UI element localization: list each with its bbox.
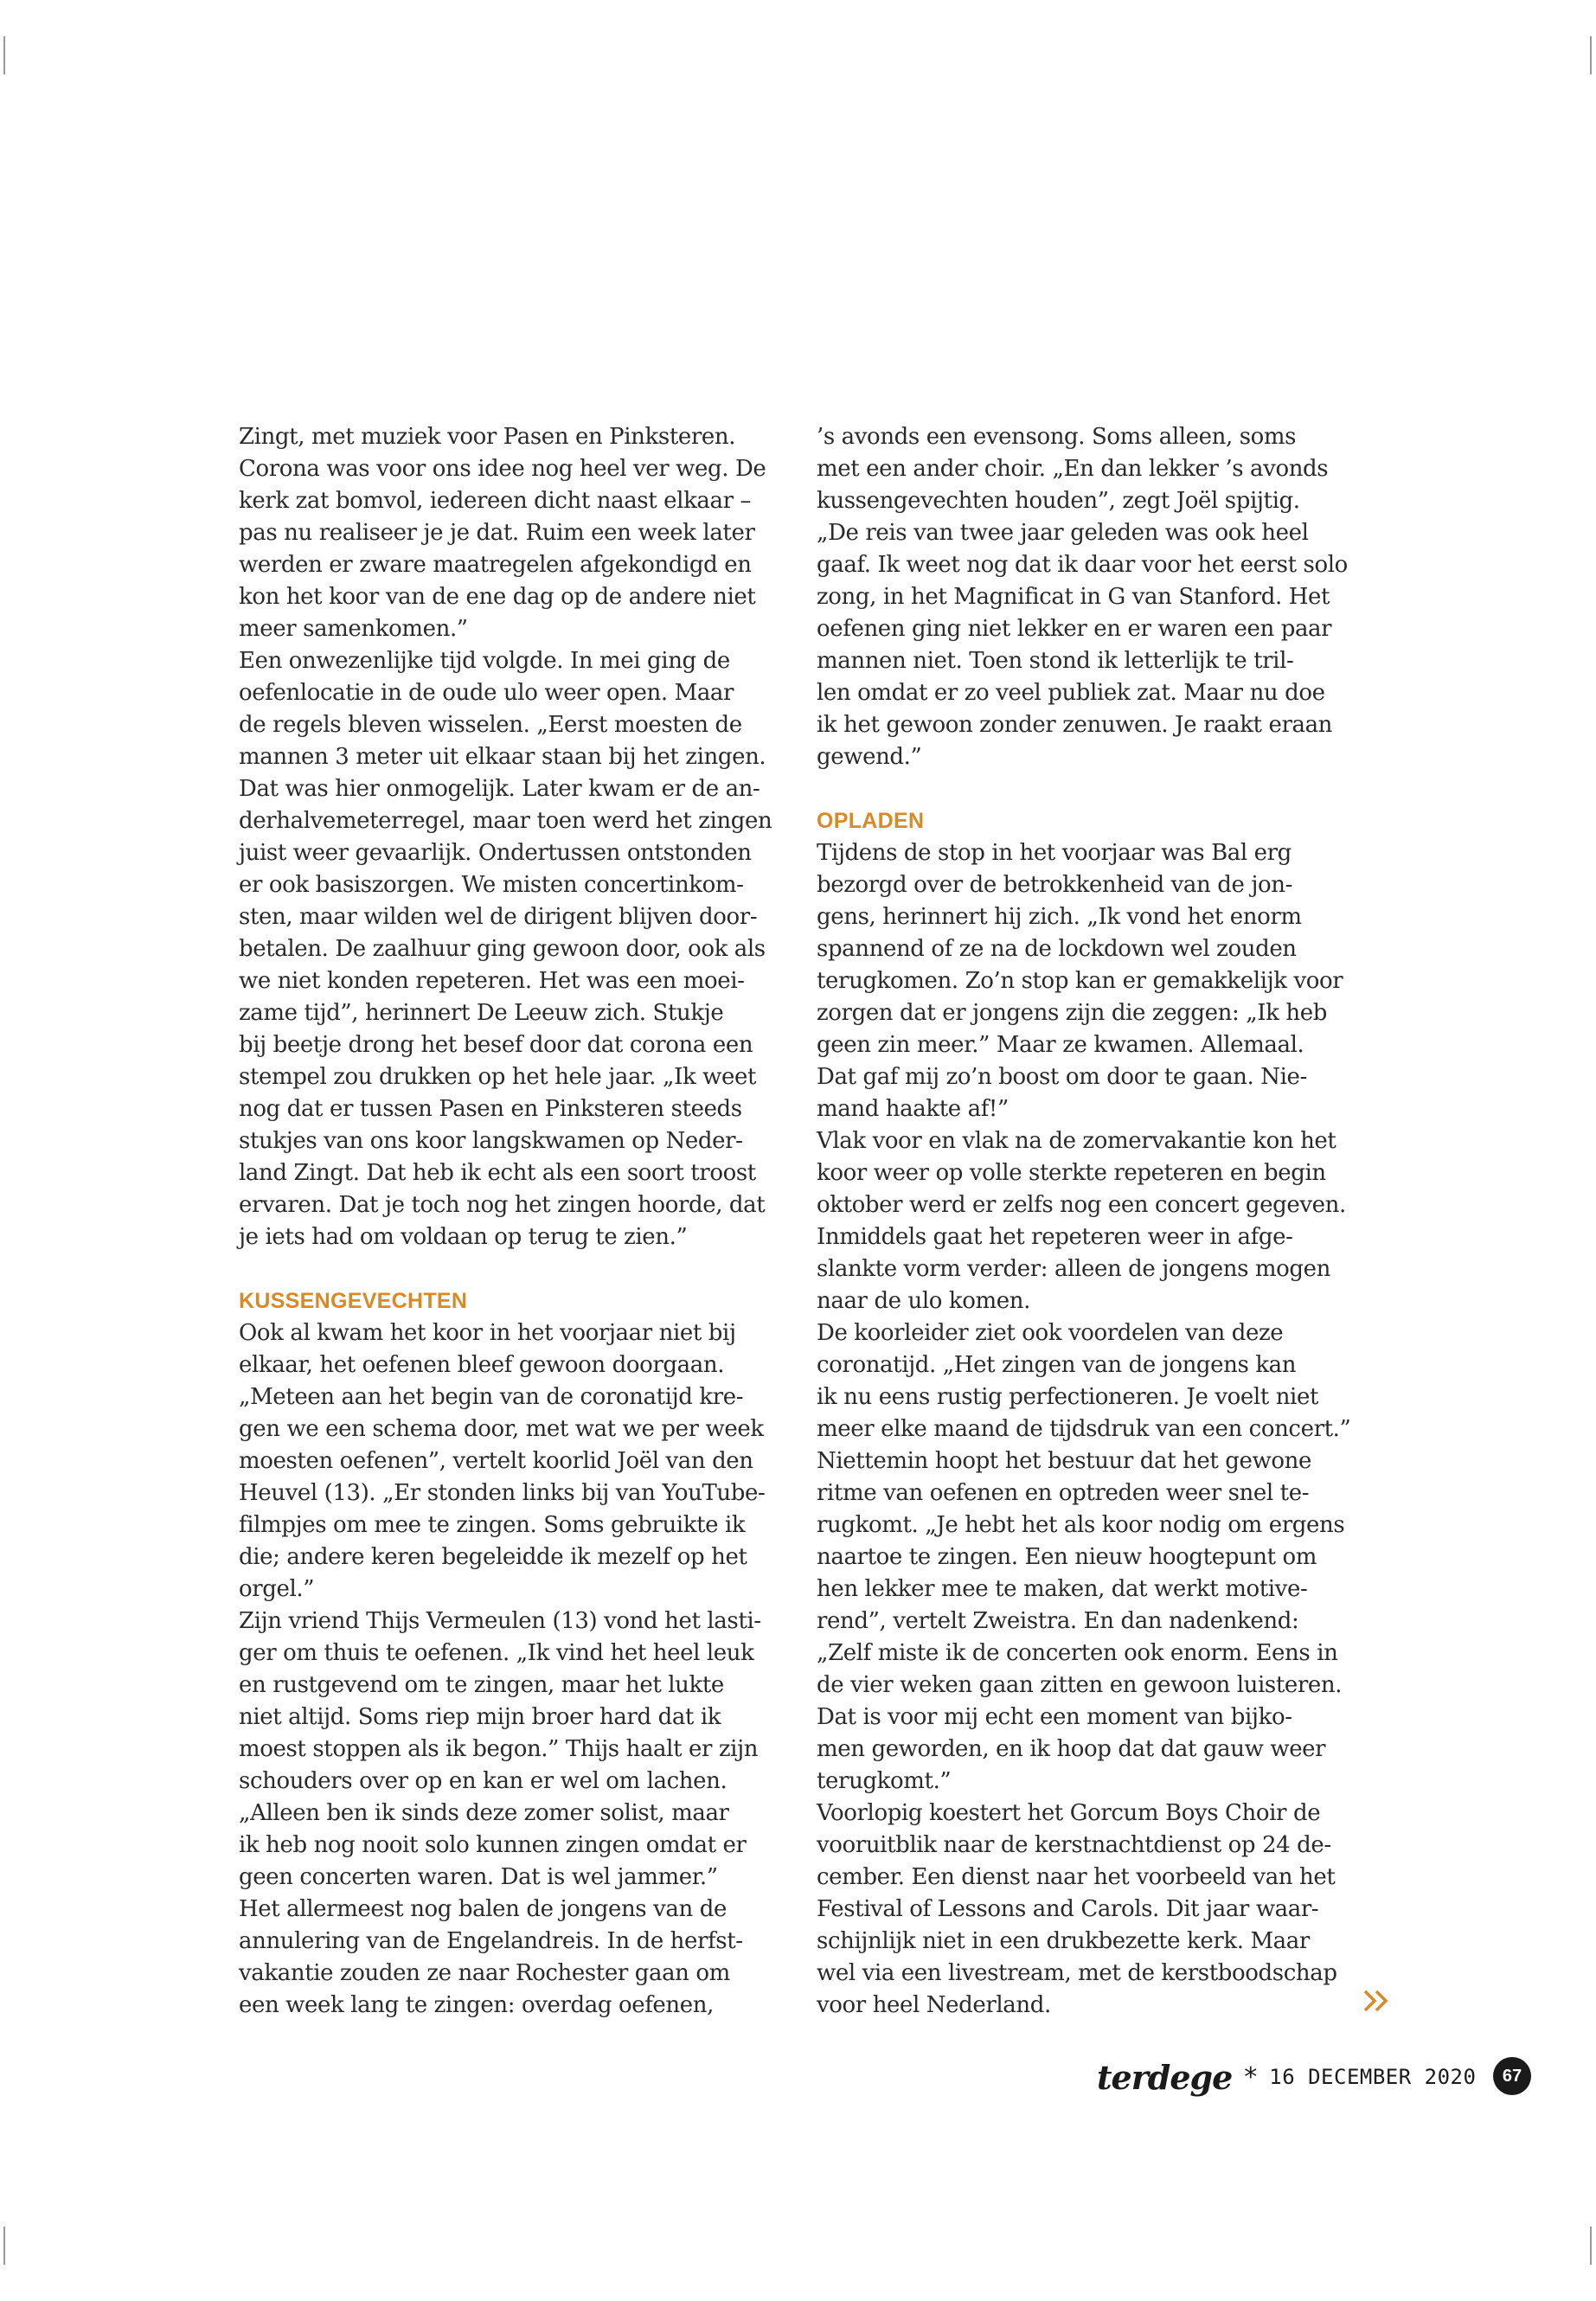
text-line: coronatijd. „Het zingen van de jongens kan [817, 1352, 1297, 1378]
text-line: Niettemin hoopt het bestuur dat het gewone [817, 1448, 1311, 1474]
text-line: orgel.” [239, 1576, 315, 1602]
text-line: Dat was hier onmogelijk. Later kwam er de an- [239, 776, 760, 802]
text-line: stukjes van ons koor langskwamen op Neder- [239, 1128, 743, 1154]
text-line: zorgen dat er jongens zijn die zeggen: „Ik heb [817, 1000, 1327, 1026]
text-line: betalen. De zaalhuur ging gewoon door, ook als [239, 936, 766, 962]
section-spacer [817, 773, 1370, 805]
text-line: kon het koor van de ene dag op de andere niet [239, 584, 756, 610]
section-heading-kussengevechten: KUSSENGEVECHTEN [239, 1289, 468, 1313]
paragraph [239, 1606, 792, 1894]
text-line: Heuvel (13). „Er stonden links bij van YouTube- [239, 1480, 766, 1506]
page-footer [1097, 2054, 1476, 2100]
text-line: wel via een livestream, met de kerstboodschap [817, 1960, 1337, 1986]
text-line: Een onwezenlijke tijd volgde. In mei ging de [239, 648, 730, 674]
text-line: werden er zware maatregelen afgekondigd en [239, 552, 752, 578]
text-line: annulering van de Engelandreis. In de herfst- [239, 1928, 743, 1954]
text-line: Vlak voor en vlak na de zomervakantie kon het [817, 1128, 1336, 1154]
crop-mark-top-right [1590, 36, 1592, 74]
text-line: gewend.” [817, 744, 922, 770]
text-line: Inmiddels gaat het repeteren weer in afge- [817, 1224, 1293, 1250]
paragraph [239, 1894, 792, 2022]
text-line: De koorleider ziet ook voordelen van deze [817, 1320, 1284, 1346]
text-line: Voorlopig koestert het Gorcum Boys Choir de [817, 1800, 1321, 1826]
text-line: cember. Een dienst naar het voorbeeld van het [817, 1864, 1336, 1890]
section-spacer [239, 1253, 792, 1285]
left-article-column [239, 421, 792, 2022]
text-line: de regels bleven wisselen. „Eerst moesten de [239, 712, 742, 738]
text-line: „De reis van twee jaar geleden was ook heel [817, 520, 1309, 546]
magazine-logo: terdege [1097, 2057, 1233, 2097]
text-line: len omdat er zo veel publiek zat. Maar nu doe [817, 680, 1325, 706]
text-line: met een ander choir. „En dan lekker ’s avonds [817, 456, 1329, 482]
paragraph [817, 1125, 1370, 1317]
text-line: moest stoppen als ik begon.” Thijs haalt er zijn [239, 1736, 759, 1762]
page-number: 67 [1493, 2057, 1531, 2095]
text-line: „Meteen aan het begin van de coronatijd kre- [239, 1384, 744, 1410]
text-line: meer elke maand de tijdsdruk van een concert.” [817, 1416, 1351, 1442]
text-line: gens, herinnert hij zich. „Ik vond het enorm [817, 904, 1302, 930]
paragraph [239, 1317, 792, 1606]
text-line: geen concerten waren. Dat is wel jammer.” [239, 1864, 718, 1890]
text-line: zame tijd”, herinnert De Leeuw zich. Stukje [239, 1000, 724, 1026]
text-line: elkaar, het oefenen bleef gewoon doorgaan. [239, 1352, 725, 1378]
text-line: gen we een schema door, met wat we per week [239, 1416, 764, 1442]
text-line: „Alleen ben ik sinds deze zomer solist, maar [239, 1800, 729, 1826]
text-line: bezorgd over de betrokkenheid van de jon- [817, 872, 1292, 898]
right-article-column [817, 421, 1370, 2022]
text-line: een week lang te zingen: overdag oefenen, [239, 1992, 714, 2018]
text-line: ’s avonds een evensong. Soms alleen, soms [817, 424, 1297, 450]
issue-date: 16 DECEMBER 2020 [1269, 2065, 1477, 2089]
section-heading-opladen: OPLADEN [817, 809, 925, 833]
text-line: mannen niet. Toen stond ik letterlijk te tril- [817, 648, 1294, 674]
text-line: spannend of ze na de lockdown wel zouden [817, 936, 1297, 962]
text-line: koor weer op volle sterkte repeteren en begin [817, 1160, 1326, 1186]
text-line: Dat is voor mij echt een moment van bijko- [817, 1704, 1292, 1730]
text-line: slankte vorm verder: alleen de jongens mogen [817, 1256, 1330, 1282]
text-line: „Zelf miste ik de concerten ook enorm. Eens in [817, 1640, 1338, 1666]
text-line: terugkomen. Zo’n stop kan er gemakkelijk voor [817, 968, 1343, 994]
text-line: voor heel Nederland. [817, 1992, 1051, 2018]
crop-mark-bottom-left [3, 2227, 5, 2265]
text-line: derhalvemeterregel, maar toen werd het zingen [239, 808, 772, 834]
text-line: Het allermeest nog balen de jongens van de [239, 1896, 727, 1922]
text-line: je iets had om voldaan op terug te zien.” [239, 1224, 688, 1250]
crop-mark-bottom-right [1590, 2227, 1592, 2265]
text-line: naar de ulo komen. [817, 1288, 1030, 1314]
text-line: rend”, vertelt Zweistra. En dan nadenkend: [817, 1608, 1299, 1634]
text-line: ik heb nog nooit solo kunnen zingen omdat er [239, 1832, 747, 1858]
text-line: zong, in het Magnificat in G van Stanford. Het [817, 584, 1330, 610]
text-line: nog dat er tussen Pasen en Pinksteren steeds [239, 1096, 742, 1122]
text-line: rugkomt. „Je hebt het als koor nodig om ergens [817, 1512, 1345, 1538]
text-line: schijnlijk niet in een drukbezette kerk. Maar [817, 1928, 1310, 1954]
paragraph [817, 1798, 1370, 2022]
text-line: Zingt, met muziek voor Pasen en Pinksteren. [239, 424, 736, 450]
paragraph [817, 1317, 1370, 1798]
text-line: hen lekker mee te maken, dat werkt motive- [817, 1576, 1308, 1602]
text-line: Corona was voor ons idee nog heel ver weg. De [239, 456, 766, 482]
text-line: Tijdens de stop in het voorjaar was Bal erg [817, 840, 1292, 866]
text-line: Dat gaf mij zo’n boost om door te gaan. Nie- [817, 1064, 1307, 1090]
text-line: ik nu eens rustig perfectioneren. Je voelt niet [817, 1384, 1319, 1410]
text-line: de vier weken gaan zitten en gewoon luisteren. [817, 1672, 1343, 1698]
crop-mark-top-left [3, 36, 5, 74]
paragraph [817, 421, 1370, 773]
text-line: ervaren. Dat je toch nog het zingen hoorde, dat [239, 1192, 766, 1218]
text-line: we niet konden repeteren. Het was een moei- [239, 968, 745, 994]
paragraph [239, 645, 792, 1253]
text-line: ik het gewoon zonder zenuwen. Je raakt eraan [817, 712, 1333, 738]
text-line: pas nu realiseer je je dat. Ruim een week later [239, 520, 755, 546]
text-line: juist weer gevaarlijk. Ondertussen ontstonden [239, 840, 752, 866]
text-line: schouders over op en kan er wel om lachen. [239, 1768, 727, 1794]
text-line: filmpjes om mee te zingen. Soms gebruikte ik [239, 1512, 746, 1538]
text-line: ger om thuis te oefenen. „Ik vind het heel leuk [239, 1640, 754, 1666]
text-line: oktober werd er zelfs nog een concert gegeven. [817, 1192, 1346, 1218]
text-line: er ook basiszorgen. We misten concertinkom- [239, 872, 744, 898]
text-line: stempel zou drukken op het hele jaar. „Ik weet [239, 1064, 757, 1090]
text-line: geen zin meer.” Maar ze kwamen. Allemaal. [817, 1032, 1304, 1058]
text-line: en rustgevend om te zingen, maar het lukte [239, 1672, 724, 1698]
paragraph [817, 837, 1370, 1125]
text-line: vooruitblik naar de kerstnachtdienst op 24 de- [817, 1832, 1331, 1858]
text-line: sten, maar wilden wel de dirigent blijven door- [239, 904, 758, 930]
text-line: Zijn vriend Thijs Vermeulen (13) vond het lasti- [239, 1608, 761, 1634]
text-line: mannen 3 meter uit elkaar staan bij het zingen. [239, 744, 766, 770]
text-line: naartoe te zingen. Een nieuw hoogtepunt om [817, 1544, 1317, 1570]
text-line: mand haakte af!” [817, 1096, 1009, 1122]
text-line: Festival of Lessons and Carols. Dit jaar waar- [817, 1896, 1319, 1922]
text-line: bij beetje drong het besef door dat corona een [239, 1032, 753, 1058]
text-line: niet altijd. Soms riep mijn broer hard dat ik [239, 1704, 721, 1730]
text-line: die; andere keren begeleidde ik mezelf op het [239, 1544, 747, 1570]
text-line: vakantie zouden ze naar Rochester gaan om [239, 1960, 730, 1986]
text-line: oefenen ging niet lekker en er waren een paar [817, 616, 1332, 642]
text-line: ritme van oefenen en optreden weer snel te- [817, 1480, 1310, 1506]
text-line: land Zingt. Dat heb ik echt als een soort troost [239, 1160, 756, 1186]
text-line: moesten oefenen”, vertelt koorlid Joël van den [239, 1448, 753, 1474]
paragraph [239, 421, 792, 645]
double-chevron-right-icon [1360, 1988, 1394, 2014]
text-line: terugkomt.” [817, 1768, 952, 1794]
text-line: gaaf. Ik weet nog dat ik daar voor het eerst solo [817, 552, 1348, 578]
text-line: Ook al kwam het koor in het voorjaar niet bij [239, 1320, 736, 1346]
text-line: men geworden, en ik hoop dat dat gauw weer [817, 1736, 1326, 1762]
text-line: oefenlocatie in de oude ulo weer open. Maar [239, 680, 734, 706]
text-line: kerk zat bomvol, iedereen dicht naast elkaar – [239, 488, 752, 514]
footer-separator: * [1244, 2061, 1258, 2093]
text-line: meer samenkomen.” [239, 616, 468, 642]
text-line: kussengevechten houden”, zegt Joël spijtig. [817, 488, 1300, 514]
